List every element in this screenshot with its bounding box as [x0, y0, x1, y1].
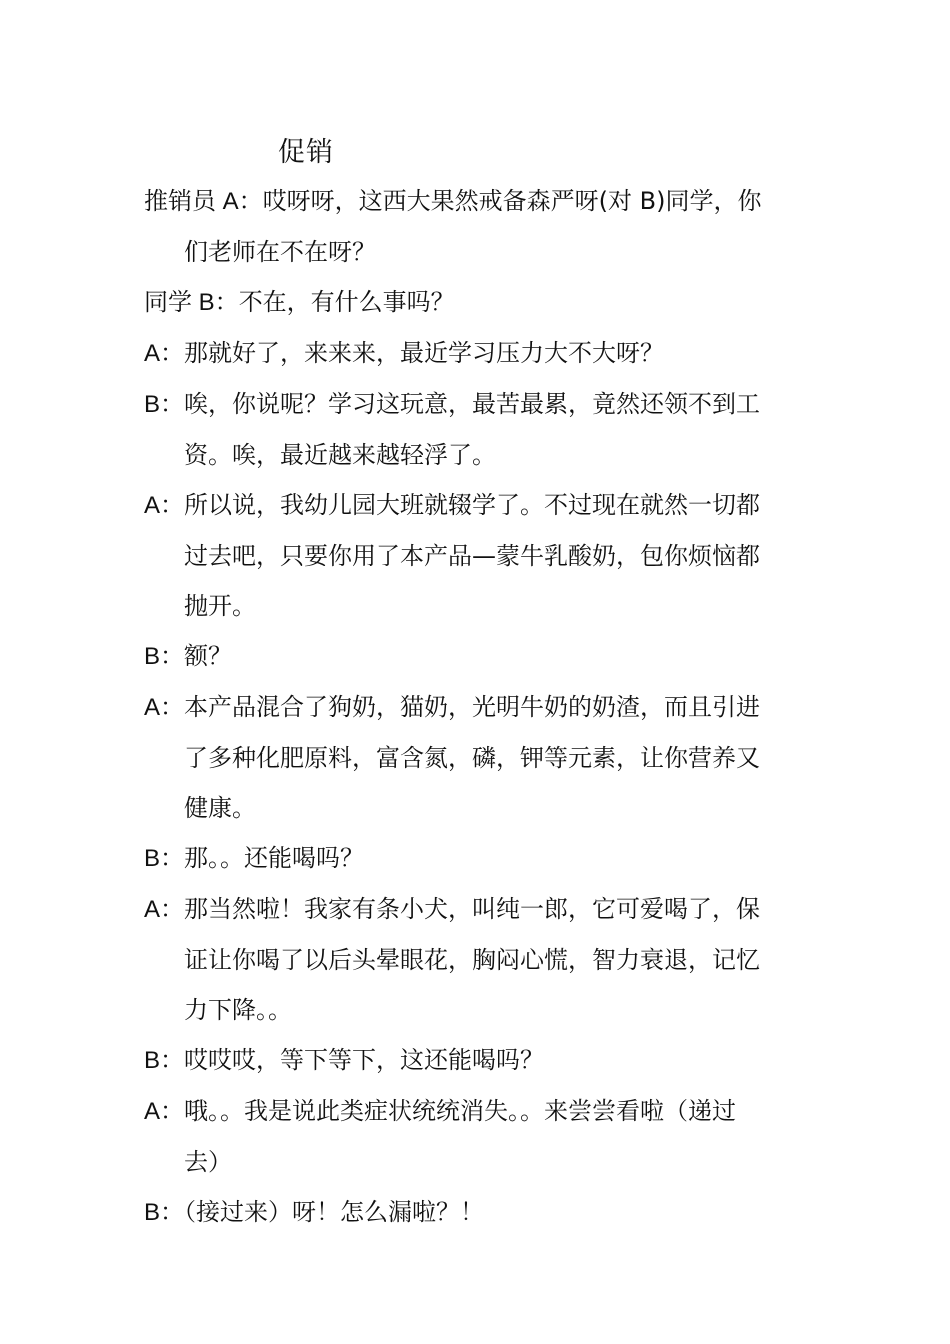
line-text: 资。唉，最近越来越轻浮了。 — [184, 441, 496, 469]
line-text: 健康。 — [184, 794, 256, 822]
line-text: 唉，你说呢？学习这玩意，最苦最累，竟然还领不到工 — [184, 390, 761, 418]
speaker-label: A： — [144, 1098, 185, 1125]
dialogue-body — [144, 176, 810, 1238]
line-text: 不在，有什么事吗？ — [238, 288, 455, 316]
line-text: 那当然啦！我家有条小犬，叫纯一郎，它可爱喝了，保 — [184, 895, 761, 923]
dialogue-line — [144, 935, 810, 985]
line-text: 本产品混合了狗奶，猫奶，光明牛奶的奶渣，而且引进 — [184, 693, 761, 721]
line-text: 抛开。 — [184, 592, 256, 620]
speaker-label: 同学 B： — [144, 289, 239, 316]
line-text: 那。。还能喝吗？ — [184, 844, 365, 872]
document-title: 促销 — [278, 137, 334, 168]
line-text: 过去吧，只要你用了本产品—蒙牛乳酸奶，包你烦恼都 — [184, 542, 760, 570]
line-text: 证让你喝了以后头晕眼花，胸闷心慌，智力衰退，记忆 — [184, 946, 760, 974]
dialogue-line — [144, 1035, 810, 1086]
line-text: 去） — [184, 1148, 232, 1176]
dialogue-line — [144, 1137, 810, 1187]
dialogue-line — [144, 783, 810, 833]
speaker-label: A： — [144, 694, 185, 721]
dialogue-line — [144, 631, 810, 682]
speaker-label: B： — [144, 1199, 185, 1226]
line-text: 额？ — [184, 642, 233, 670]
speaker-label: B： — [144, 643, 185, 670]
dialogue-line — [144, 480, 810, 531]
line-text: 所以说，我幼儿园大班就辍学了。不过现在就然一切都 — [184, 491, 761, 519]
dialogue-line — [144, 884, 810, 935]
dialogue-line — [144, 733, 810, 783]
dialogue-line — [144, 581, 810, 631]
line-text: 了多种化肥原料，富含氮，磷，钾等元素，让你营养又 — [184, 744, 760, 772]
speaker-label: A： — [144, 492, 185, 519]
dialogue-line — [144, 328, 810, 379]
dialogue-line — [144, 833, 810, 884]
dialogue-line — [144, 176, 810, 227]
speaker-label: 推销员 A： — [144, 188, 263, 215]
dialogue-line — [144, 1187, 810, 1238]
dialogue-line — [144, 277, 810, 328]
line-text: 哎哎哎，等下等下，这还能喝吗？ — [184, 1046, 545, 1074]
dialogue-line — [144, 227, 810, 277]
speaker-label: B： — [144, 391, 185, 418]
line-text: （接过来）呀！怎么漏啦？！ — [184, 1198, 485, 1226]
line-text: 哎呀呀，这西大果然戒备森严呀(对 B)同学，你 — [262, 187, 762, 215]
line-text: 力下降。。 — [184, 996, 292, 1024]
dialogue-line — [144, 1086, 810, 1137]
dialogue-line — [144, 985, 810, 1035]
speaker-label: B： — [144, 1047, 185, 1074]
dialogue-line — [144, 430, 810, 480]
line-text: 哦。。我是说此类症状统统消失。。来尝尝看啦（递过 — [184, 1097, 737, 1125]
dialogue-line — [144, 682, 810, 733]
line-text: 们老师在不在呀？ — [184, 238, 376, 266]
line-text: 那就好了，来来来，最近学习压力大不大呀？ — [184, 339, 665, 367]
dialogue-line — [144, 379, 810, 430]
speaker-label: A： — [144, 896, 185, 923]
speaker-label: A： — [144, 340, 185, 367]
speaker-label: B： — [144, 845, 185, 872]
dialogue-line — [144, 531, 810, 581]
